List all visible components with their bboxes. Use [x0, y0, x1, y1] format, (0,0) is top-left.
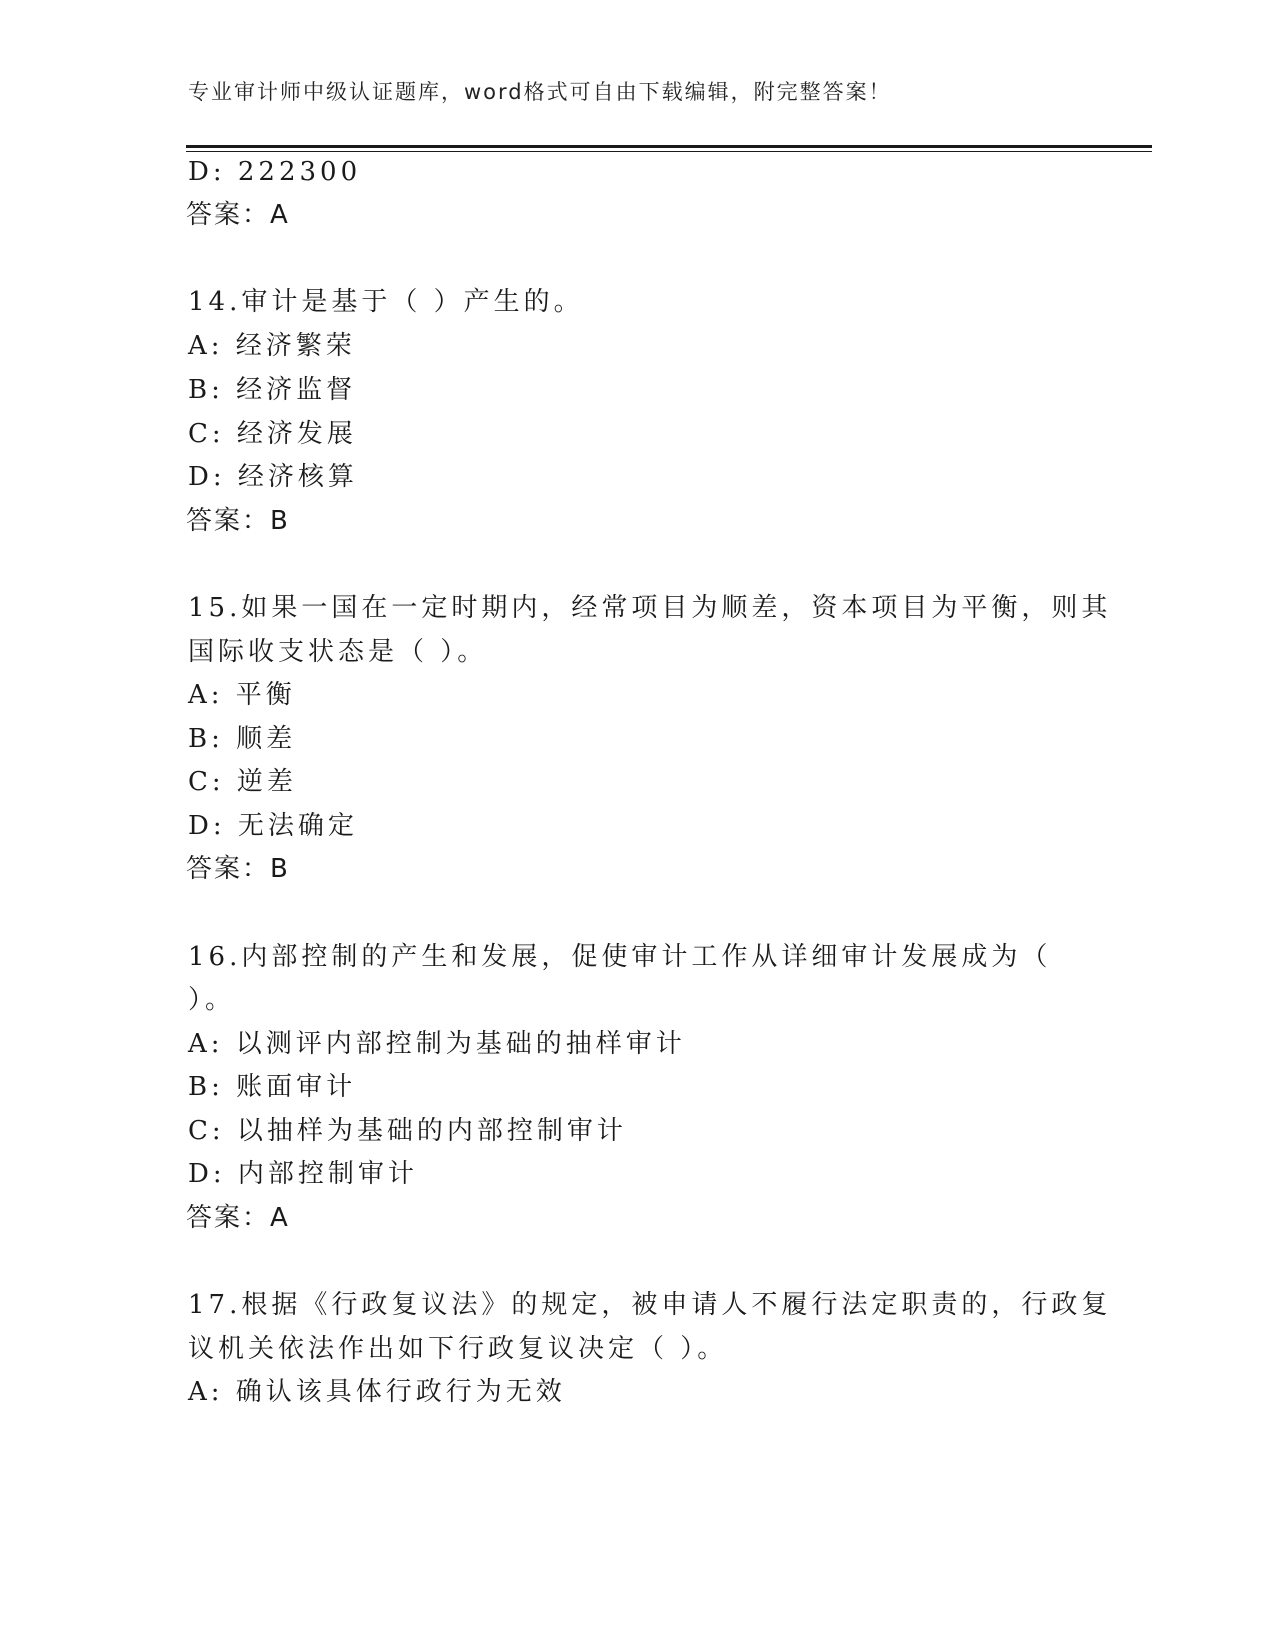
answer-label: 答案： — [186, 200, 271, 230]
q14-option-a: A: 经济繁荣 — [188, 331, 356, 361]
q14-stem-line-1: 14.审计是基于（ ）产生的。 — [188, 287, 584, 317]
answer-value: A — [270, 200, 288, 230]
header-rule-thick — [186, 145, 1152, 148]
answer-value: B — [270, 506, 288, 536]
answer-label: 答案： — [186, 1203, 271, 1233]
q17-option-a: A: 确认该具体行政行为无效 — [188, 1377, 566, 1407]
q17-stem-line-2: 议机关依法作出如下行政复议决定（ ）。 — [188, 1334, 728, 1364]
page-header: 专业审计师中级认证题库，word格式可自由下载编辑，附完整答案！ — [188, 80, 892, 104]
q14-option-d: D: 经济核算 — [188, 462, 358, 492]
q17-stem-line-1: 17.根据《行政复议法》的规定，被申请人不履行法定职责的，行政复 — [188, 1290, 1112, 1320]
q15-stem-line-2: 国际收支状态是（ ）。 — [188, 637, 488, 667]
q15-option-d: D: 无法确定 — [188, 811, 358, 841]
answer-label: 答案： — [186, 854, 271, 884]
q16-stem-line-2: ）。 — [188, 985, 236, 1015]
header-rule-thin — [186, 151, 1152, 152]
answer-label: 答案： — [186, 506, 271, 536]
q15-answer — [186, 853, 288, 885]
q16-option-c: C: 以抽样为基础的内部控制审计 — [188, 1116, 627, 1146]
q15-option-a: A: 平衡 — [188, 680, 296, 710]
q14-answer — [186, 505, 288, 537]
answer-value: B — [270, 854, 288, 884]
q16-option-d: D: 内部控制审计 — [188, 1159, 418, 1189]
q14-option-b: B: 经济监督 — [188, 375, 357, 405]
q16-answer — [186, 1202, 288, 1234]
q15-option-c: C: 逆差 — [188, 767, 297, 797]
q16-stem-line-1: 16.内部控制的产生和发展，促使审计工作从详细审计发展成为（ — [188, 942, 1052, 972]
q15-stem-line-1: 15.如果一国在一定时期内，经常项目为顺差，资本项目为平衡，则其 — [188, 593, 1112, 623]
prev-answer — [186, 199, 288, 231]
q16-option-a: A: 以测评内部控制为基础的抽样审计 — [188, 1029, 686, 1059]
prev-option-d: D: 222300 — [188, 157, 362, 187]
q16-option-b: B: 账面审计 — [188, 1072, 357, 1102]
q15-option-b: B: 顺差 — [188, 724, 297, 754]
q14-option-c: C: 经济发展 — [188, 419, 357, 449]
answer-value: A — [270, 1203, 288, 1233]
